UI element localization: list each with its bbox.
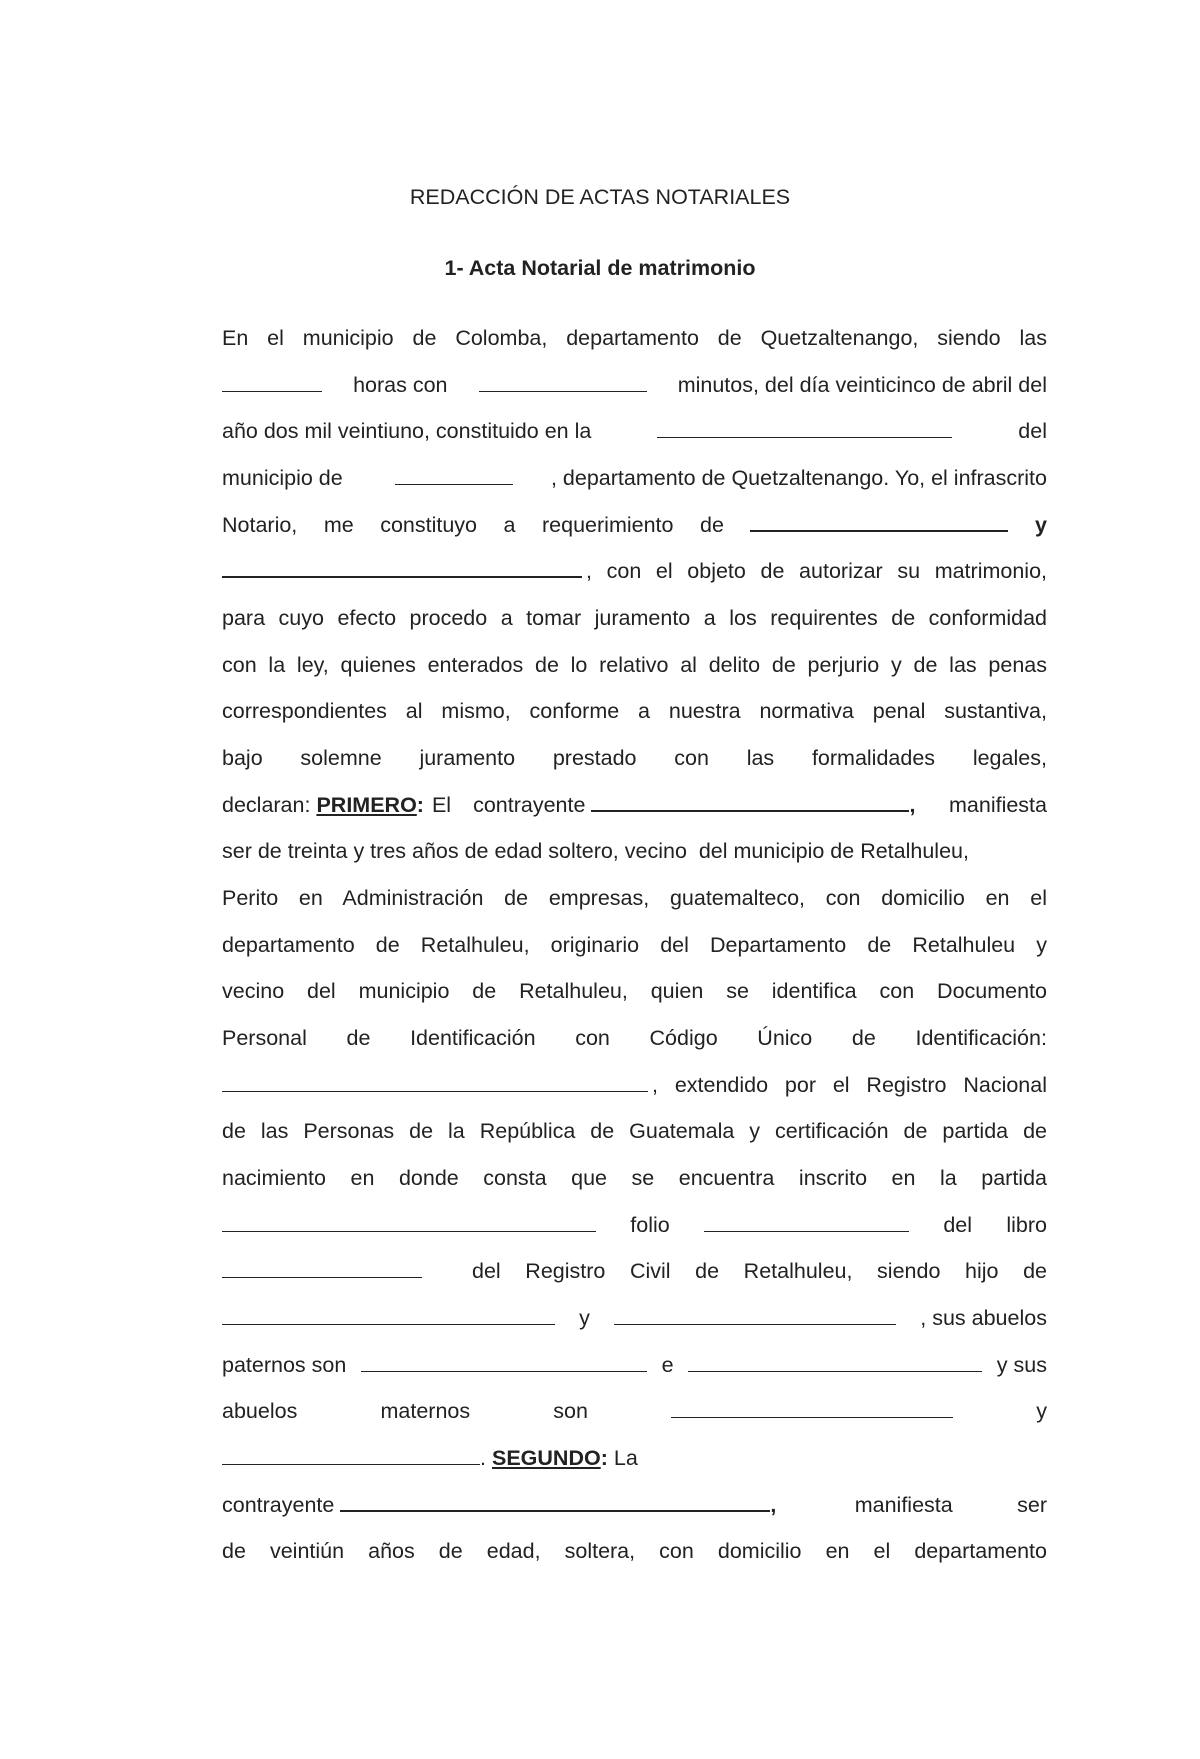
text: ser de treinta y tres años de edad soltero, vecino del municipio de Retalhuleu, [222, 839, 969, 863]
text: prestado [552, 746, 637, 770]
body-line [222, 650, 1047, 680]
text: para cuyo efecto procedo a tomar juramento a los requirentes de conformidad [222, 606, 1047, 630]
blank-field[interactable] [479, 373, 647, 392]
text: declaran: [222, 793, 311, 817]
text: : [600, 1446, 608, 1470]
text: bajo [222, 746, 263, 770]
text: El [431, 793, 452, 817]
body-line [222, 930, 1047, 960]
blank-field[interactable] [750, 512, 1008, 532]
text: , extendido por el Registro Nacional [652, 1073, 1047, 1097]
text: En el municipio de Colomba, departamento de Quetzaltenango, siendo las [222, 326, 1047, 350]
text: de [700, 513, 724, 537]
blank-field[interactable] [614, 1306, 896, 1325]
blank-field[interactable] [395, 466, 513, 485]
text: me [323, 513, 354, 537]
text: : [416, 793, 424, 817]
text: e [661, 1353, 674, 1377]
text: formalidades [811, 746, 936, 770]
text: Identificación [410, 1026, 536, 1050]
text: minutos, del día veinticinco de abril del [677, 373, 1047, 397]
text: con la ley, quienes enterados de lo relativo al delito de perjurio y de las penas [222, 653, 1047, 677]
text: nacimiento en donde consta que se encuentra inscrito en la partida [222, 1166, 1047, 1190]
text: , con el objeto de autorizar su matrimonio, [586, 559, 1047, 583]
body-line [222, 1490, 1047, 1520]
text: a [503, 513, 516, 537]
blank-field[interactable] [222, 1213, 596, 1232]
body-line [222, 883, 1047, 913]
section-subtitle: 1- Acta Notarial de matrimonio [444, 256, 756, 280]
blank-field[interactable] [591, 792, 909, 812]
blank-field[interactable] [688, 1353, 982, 1372]
text: contrayente [222, 1493, 335, 1517]
text: y [1036, 1399, 1047, 1423]
text: del Registro Civil de Retalhuleu, siendo hijo de [472, 1259, 1047, 1283]
blank-field[interactable] [222, 373, 322, 392]
text: y [1034, 513, 1047, 537]
text: juramento [419, 746, 516, 770]
body-line [222, 463, 1047, 493]
blank-field[interactable] [671, 1399, 953, 1418]
text: correspondientes al mismo, conforme a nuestra normativa penal sustantiva, [222, 699, 1047, 723]
body-line [222, 836, 1047, 866]
text: de [851, 1026, 876, 1050]
blank-field[interactable] [222, 1446, 480, 1465]
text: paternos son [222, 1353, 347, 1377]
text: requerimiento [542, 513, 674, 537]
body-line [222, 510, 1047, 540]
text: y sus [996, 1353, 1047, 1377]
text: , departamento de Quetzaltenango. Yo, el infrascrito [550, 466, 1047, 490]
body-line [222, 1396, 1047, 1426]
body-line [222, 1070, 1047, 1100]
text: ser [1017, 1493, 1047, 1517]
blank-field[interactable] [222, 1259, 422, 1278]
body-line [222, 556, 1047, 586]
text: de las Personas de la República de Guatemala y certificación de partida de [222, 1119, 1047, 1143]
text: horas con [353, 373, 448, 397]
text: contrayente [473, 793, 586, 817]
text: del [943, 1213, 973, 1237]
body-line [222, 790, 1047, 820]
body-line [222, 976, 1047, 1006]
blank-field[interactable] [222, 1073, 648, 1092]
text: , [770, 1493, 777, 1517]
text: las [746, 746, 775, 770]
body-line [222, 743, 1047, 773]
text: son [553, 1399, 588, 1423]
text: de veintiún años de edad, soltera, con domicilio en el departamento [222, 1539, 1047, 1563]
blank-field[interactable] [222, 1306, 555, 1325]
body-line [222, 1443, 1047, 1473]
text: Código [649, 1026, 718, 1050]
text: de [346, 1026, 371, 1050]
body-line [222, 323, 1047, 353]
text: . [480, 1446, 486, 1470]
text: del [1018, 419, 1047, 443]
text: municipio de [222, 466, 343, 490]
text: con [575, 1026, 610, 1050]
text: año dos mil veintiuno, constituido en la [222, 419, 592, 443]
text: constituyo [380, 513, 478, 537]
blank-field[interactable] [704, 1213, 909, 1232]
body-line [222, 603, 1047, 633]
text: La [613, 1446, 638, 1470]
text: y [579, 1306, 590, 1330]
body-line [222, 1163, 1047, 1193]
blank-field[interactable] [222, 558, 582, 578]
text: abuelos [222, 1399, 298, 1423]
body-line [222, 1116, 1047, 1146]
text: , [909, 793, 916, 817]
clause-heading-segundo: SEGUNDO [491, 1446, 601, 1470]
blank-field[interactable] [657, 419, 952, 438]
text: folio [630, 1213, 670, 1237]
clause-heading-primero: PRIMERO [316, 793, 417, 817]
body-line [222, 1256, 1047, 1286]
blank-field[interactable] [361, 1353, 647, 1372]
body-line [222, 1536, 1047, 1566]
body-line [222, 416, 1047, 446]
body-line [222, 1210, 1047, 1240]
text: manifiesta [949, 793, 1047, 817]
text: Notario, [222, 513, 298, 537]
text: Identificación: [915, 1026, 1047, 1050]
text: departamento de Retalhuleu, originario del Departamento de Retalhuleu y [222, 933, 1047, 957]
body-line [222, 1350, 1047, 1380]
body-line [222, 370, 1047, 400]
blank-field[interactable] [340, 1492, 770, 1512]
document-title: REDACCIÓN DE ACTAS NOTARIALES [409, 185, 791, 209]
text: solemne [300, 746, 382, 770]
text: Único [757, 1026, 813, 1050]
text: vecino del municipio de Retalhuleu, quien se identifica con Documento [222, 979, 1047, 1003]
text: manifiesta [854, 1493, 953, 1517]
text: con [674, 746, 709, 770]
text: legales, [972, 746, 1047, 770]
text: , sus abuelos [920, 1306, 1047, 1330]
text: maternos [380, 1399, 471, 1423]
body-line [222, 1303, 1047, 1333]
text: Perito en Administración de empresas, guatemalteco, con domicilio en el [222, 886, 1047, 910]
body-line [222, 696, 1047, 726]
text: libro [1006, 1213, 1047, 1237]
text: Personal [222, 1026, 307, 1050]
body-line [222, 1023, 1047, 1053]
